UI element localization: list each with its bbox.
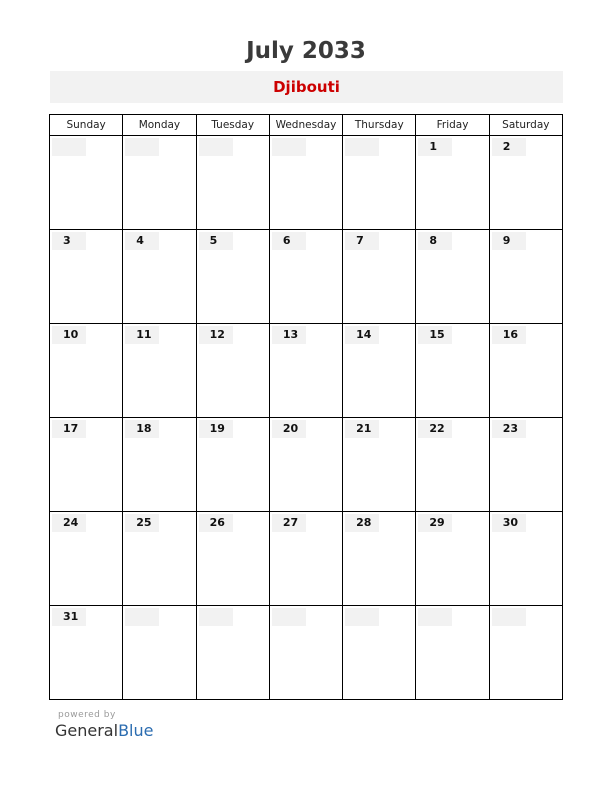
day-cell [196, 512, 269, 606]
weekday-thursday: Thursday [343, 115, 416, 136]
day-number [199, 608, 233, 626]
day-number: 11 [125, 326, 159, 344]
week-row [50, 418, 563, 512]
day-cell [50, 136, 123, 230]
day-cell [416, 136, 489, 230]
day-cell [489, 512, 562, 606]
day-number: 9 [492, 232, 526, 250]
day-number [345, 608, 379, 626]
day-cell [196, 418, 269, 512]
day-number: 26 [199, 514, 233, 532]
day-number: 14 [345, 326, 379, 344]
day-cell [50, 324, 123, 418]
day-number: 12 [199, 326, 233, 344]
day-cell [50, 230, 123, 324]
day-cell [50, 606, 123, 700]
day-number: 2 [492, 138, 526, 156]
day-number [418, 608, 452, 626]
day-number: 13 [272, 326, 306, 344]
day-number: 30 [492, 514, 526, 532]
powered-by-label: powered by [58, 710, 116, 720]
day-number: 7 [345, 232, 379, 250]
day-cell [123, 230, 196, 324]
day-number: 5 [199, 232, 233, 250]
day-number: 20 [272, 420, 306, 438]
day-cell [489, 136, 562, 230]
day-cell [416, 606, 489, 700]
day-cell [196, 324, 269, 418]
day-number: 22 [418, 420, 452, 438]
day-number: 25 [125, 514, 159, 532]
weekday-wednesday: Wednesday [269, 115, 342, 136]
weekday-saturday: Saturday [489, 115, 562, 136]
week-row [50, 230, 563, 324]
day-number: 31 [52, 608, 86, 626]
brand-blue: Blue [118, 721, 154, 740]
day-cell [269, 136, 342, 230]
day-cell [269, 606, 342, 700]
day-cell [123, 606, 196, 700]
day-number [125, 608, 159, 626]
day-number [199, 138, 233, 156]
day-number [345, 138, 379, 156]
week-row [50, 606, 563, 700]
day-number: 29 [418, 514, 452, 532]
day-number [492, 608, 526, 626]
brand-logo [55, 721, 153, 740]
day-cell [123, 136, 196, 230]
day-number: 28 [345, 514, 379, 532]
day-number [125, 138, 159, 156]
day-number: 6 [272, 232, 306, 250]
page-title: July 2033 [246, 38, 366, 64]
calendar-body [50, 136, 563, 700]
day-number: 24 [52, 514, 86, 532]
day-number: 16 [492, 326, 526, 344]
day-number: 23 [492, 420, 526, 438]
day-cell [489, 230, 562, 324]
day-cell [416, 512, 489, 606]
weekday-tuesday: Tuesday [196, 115, 269, 136]
day-cell [196, 230, 269, 324]
day-cell [343, 418, 416, 512]
day-cell [489, 324, 562, 418]
day-cell [123, 512, 196, 606]
day-number: 1 [418, 138, 452, 156]
week-row [50, 324, 563, 418]
day-number [272, 608, 306, 626]
week-row [50, 136, 563, 230]
country-name: Djibouti [273, 78, 340, 96]
weekday-sunday: Sunday [50, 115, 123, 136]
day-number: 17 [52, 420, 86, 438]
day-cell [50, 418, 123, 512]
weekday-header-row [50, 115, 563, 136]
country-banner [50, 71, 563, 103]
weekday-monday: Monday [123, 115, 196, 136]
day-number: 27 [272, 514, 306, 532]
day-cell [416, 324, 489, 418]
day-cell [196, 606, 269, 700]
day-number: 10 [52, 326, 86, 344]
day-cell [269, 230, 342, 324]
day-number: 8 [418, 232, 452, 250]
day-cell [416, 230, 489, 324]
day-number: 21 [345, 420, 379, 438]
day-cell [343, 230, 416, 324]
day-cell [123, 324, 196, 418]
day-number: 3 [52, 232, 86, 250]
day-cell [50, 512, 123, 606]
day-number: 18 [125, 420, 159, 438]
day-number: 19 [199, 420, 233, 438]
day-cell [489, 606, 562, 700]
day-number [272, 138, 306, 156]
day-cell [343, 136, 416, 230]
day-cell [343, 512, 416, 606]
calendar-grid [49, 114, 563, 700]
day-cell [343, 324, 416, 418]
day-cell [123, 418, 196, 512]
day-cell [196, 136, 269, 230]
weekday-friday: Friday [416, 115, 489, 136]
day-cell [489, 418, 562, 512]
day-number [52, 138, 86, 156]
week-row [50, 512, 563, 606]
day-cell [269, 418, 342, 512]
day-cell [416, 418, 489, 512]
day-number: 15 [418, 326, 452, 344]
day-cell [269, 512, 342, 606]
day-number: 4 [125, 232, 159, 250]
day-cell [343, 606, 416, 700]
brand-general: General [55, 721, 119, 740]
day-cell [269, 324, 342, 418]
